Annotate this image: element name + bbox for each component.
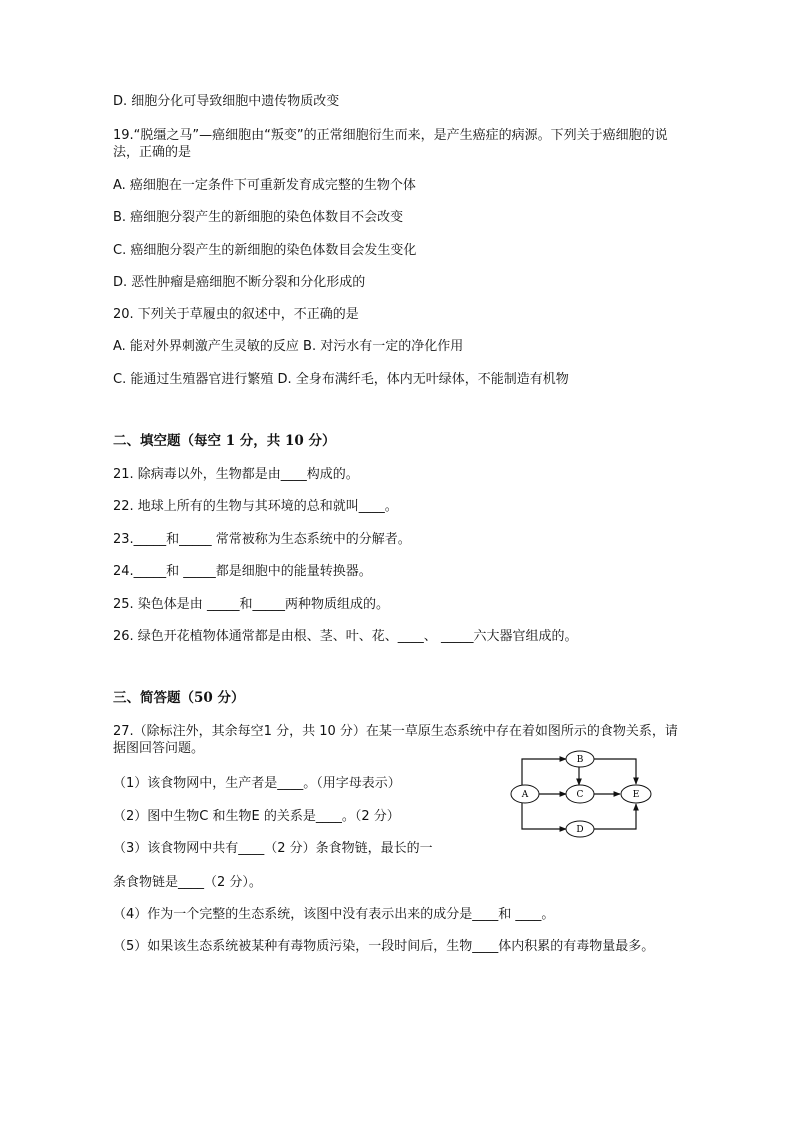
q25: 25. 染色体是由 _____和_____两种物质组成的。 bbox=[113, 597, 389, 612]
food-web-diagram bbox=[508, 748, 658, 843]
arrow-b-to-e bbox=[594, 759, 636, 784]
q19-option-b: B. 癌细胞分裂产生的新细胞的染色体数目不会改变 bbox=[113, 210, 404, 225]
arrow-d-to-e bbox=[594, 804, 636, 829]
q18-option-d: D. 细胞分化可导致细胞中遗传物质改变 bbox=[113, 94, 340, 109]
q19-stem: 19.“脱缰之马”—癌细胞由“叛变”的正常细胞衍生而来，是产生癌症的病源。下列关于癌细胞的说法，正确的是 bbox=[113, 128, 668, 160]
q27-part3-line2: 条食物链是____（2 分）。 bbox=[113, 875, 262, 890]
q20-options-ab: A. 能对外界刺激产生灵敏的反应 B. 对污水有一定的净化作用 bbox=[113, 339, 464, 354]
node-e-label: E bbox=[632, 790, 640, 800]
q27-part4: （4）作为一个完整的生态系统，该图中没有表示出来的成分是____和 ____。 bbox=[113, 907, 555, 922]
section-short-answer-title: 三、简答题（50 分） bbox=[113, 690, 245, 706]
q26: 26. 绿色开花植物体通常都是由根、茎、叶、花、____、 _____六大器官组成的。 bbox=[113, 629, 578, 644]
q27-part2: （2）图中生物C 和生物E 的关系是____。（2 分） bbox=[113, 809, 400, 824]
q20-options-cd: C. 能通过生殖器官进行繁殖 D. 全身布满纤毛，体内无叶绿体，不能制造有机物 bbox=[113, 372, 569, 387]
q27-stem: 27.（除标注外，其余每空1 分，共 10 分）在某一草原生态系统中存在着如图所示的食物关系，请据图回答问题。 bbox=[113, 724, 678, 756]
node-b-label: B bbox=[576, 755, 584, 765]
node-c-label: C bbox=[576, 790, 584, 800]
arrow-a-to-b bbox=[522, 759, 566, 785]
q19-option-a: A. 癌细胞在一定条件下可重新发育成完整的生物个体 bbox=[113, 178, 416, 193]
q27-part3-line1: （3）该食物网中共有____（2 分）条食物链，最长的一 bbox=[113, 841, 433, 856]
q23: 23._____和_____ 常常被称为生态系统中的分解者。 bbox=[113, 532, 411, 547]
q27-part5: （5）如果该生态系统被某种有毒物质污染，一段时间后，生物____体内积累的有毒物量最多。 bbox=[113, 939, 655, 954]
q22: 22. 地球上所有的生物与其环境的总和就叫____。 bbox=[113, 499, 398, 514]
q19-option-c: C. 癌细胞分裂产生的新细胞的染色体数目会发生变化 bbox=[113, 243, 417, 258]
q21: 21. 除病毒以外，生物都是由____构成的。 bbox=[113, 467, 359, 482]
q20-stem: 20. 下列关于草履虫的叙述中，不正确的是 bbox=[113, 307, 359, 322]
node-d-label: D bbox=[576, 825, 584, 835]
section-fill-in-title: 二、填空题（每空 1 分，共 10 分） bbox=[113, 433, 336, 449]
q27-part1: （1）该食物网中，生产者是____。（用字母表示） bbox=[113, 776, 401, 791]
node-a-label: A bbox=[521, 790, 529, 800]
q19-option-d: D. 恶性肿瘤是癌细胞不断分裂和分化形成的 bbox=[113, 275, 366, 290]
arrow-a-to-d bbox=[522, 803, 566, 829]
q24: 24._____和 _____都是细胞中的能量转换器。 bbox=[113, 564, 372, 579]
